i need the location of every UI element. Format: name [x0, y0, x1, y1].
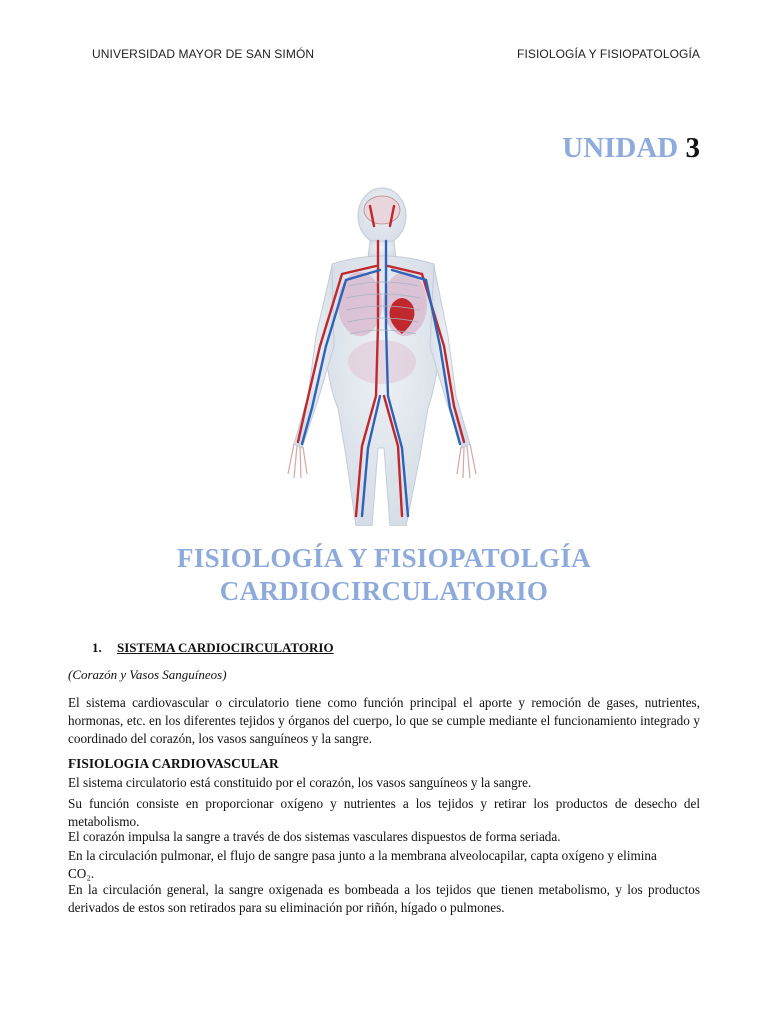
- body-line-2: Su función consiste en proporcionar oxígeno y nutrientes a los tejidos y retirar los productos de desecho del metabolismo.: [68, 796, 700, 829]
- intro-paragraph: El sistema cardiovascular o circulatorio tiene como función principal el aporte y remoción de gases, nutrientes, hormonas, etc. en los diferentes tejidos y órganos del cuerpo, lo que se cumple mediante el funcionamiento integrado y coordinado del corazón, los vasos sanguíneos y la sangre.: [68, 695, 700, 746]
- body-line-3: El corazón impulsa la sangre a través de dos sistemas vasculares dispuestos de forma seriada.: [68, 829, 561, 844]
- section-title: SISTEMA CARDIOCIRCULATORIO: [117, 640, 334, 655]
- unit-number: 3: [685, 132, 700, 164]
- body-line-5: En la circulación general, la sangre oxigenada es bombeada a los tejidos que tienen metabolismo, y los productos derivados de estos son retirados para su eliminación por riñón, hígado o pulmones.: [68, 882, 700, 915]
- section-heading: [92, 640, 334, 656]
- subsection-title: FISIOLOGIA CARDIOVASCULAR: [68, 756, 279, 771]
- unit-word: UNIDAD: [562, 132, 679, 164]
- main-title-line1: FISIOLOGÍA Y FISIOPATOLGÍA: [177, 543, 591, 573]
- section-number: 1.: [92, 640, 102, 655]
- body-line-4-block: [68, 847, 700, 883]
- co2-text: CO₂.: [68, 866, 95, 881]
- header-university: UNIVERSIDAD MAYOR DE SAN SIMÓN: [92, 47, 315, 61]
- header-course: FISIOLOGÍA Y FISIOPATOLOGÍA: [517, 47, 700, 61]
- body-line-4: En la circulación pulmonar, el flujo de sangre pasa junto a la membrana alveolocapilar, capta oxígeno y elimina: [68, 848, 657, 863]
- unit-heading: [562, 132, 700, 165]
- main-title-line2: CARDIOCIRCULATORIO: [219, 576, 549, 606]
- body-line-1: El sistema circulatorio está constituido por el corazón, los vasos sanguíneos y la sangre.: [68, 775, 532, 790]
- section-subtitle: (Corazón y Vasos Sanguíneos): [68, 667, 227, 682]
- circulatory-system-figure: [250, 186, 518, 526]
